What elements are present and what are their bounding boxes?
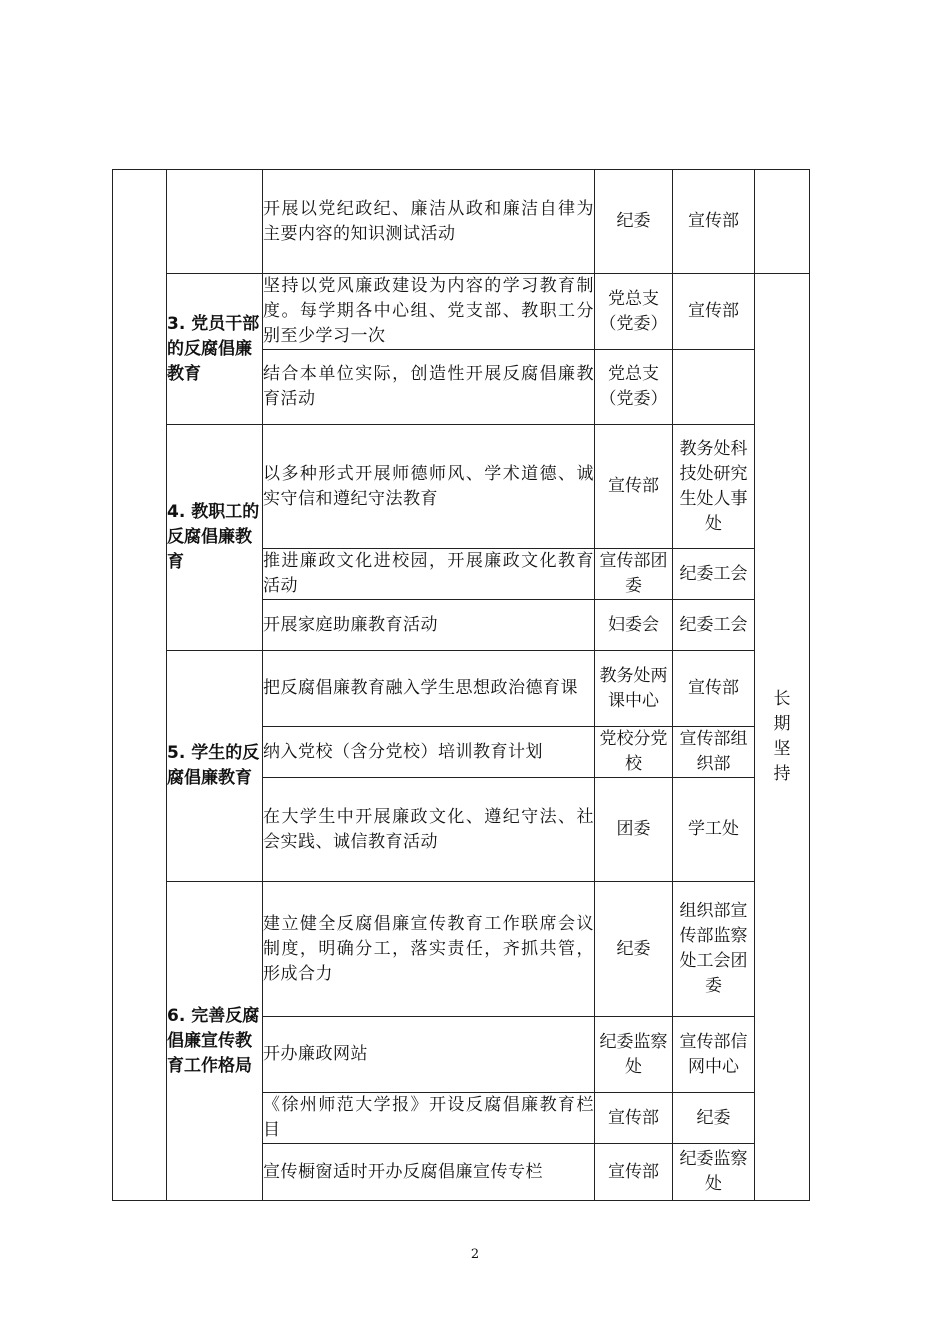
- category-cell: 3. 党员干部的反腐倡廉教育: [167, 274, 263, 425]
- table-row: [113, 274, 810, 350]
- category-cell: 6. 完善反腐倡廉宣传教育工作格局: [167, 882, 263, 1201]
- assist-unit-cell: 纪委监察处: [673, 1144, 755, 1201]
- category-cell: 4. 教职工的反腐倡廉教育: [167, 425, 263, 651]
- content-cell: 开办廉政网站: [263, 1017, 595, 1093]
- lead-unit-cell: 纪委: [595, 882, 673, 1017]
- assist-unit-cell: 宣传部: [673, 170, 755, 274]
- assist-unit-cell: 宣传部组织部: [673, 727, 755, 778]
- content-cell: 结合本单位实际，创造性开展反腐倡廉教育活动: [263, 350, 595, 425]
- lead-unit-cell: 党总支（党委）: [595, 350, 673, 425]
- period-cell-top: [755, 170, 810, 274]
- content-cell: 纳入党校（含分党校）培训教育计划: [263, 727, 595, 778]
- lead-unit-cell: 纪委: [595, 170, 673, 274]
- lead-unit-cell: 宣传部团委: [595, 549, 673, 600]
- assist-unit-cell: 宣传部信网中心: [673, 1017, 755, 1093]
- assist-unit-cell: 宣传部: [673, 651, 755, 727]
- content-cell: 开展家庭助廉教育活动: [263, 600, 595, 651]
- lead-unit-cell: 妇委会: [595, 600, 673, 651]
- lead-unit-cell: 宣传部: [595, 425, 673, 549]
- assist-unit-cell: [673, 350, 755, 425]
- assist-unit-cell: 教务处科技处研究生处人事处: [673, 425, 755, 549]
- lead-unit-cell: 纪委监察处: [595, 1017, 673, 1093]
- lead-unit-cell: 团委: [595, 778, 673, 882]
- content-cell: 推进廉政文化进校园，开展廉政文化教育活动: [263, 549, 595, 600]
- period-cell: [755, 274, 810, 1201]
- lead-unit-cell: 宣传部: [595, 1093, 673, 1144]
- first-column-cell: [113, 170, 167, 1201]
- assist-unit-cell: 组织部宣传部监察处工会团委: [673, 882, 755, 1017]
- assist-unit-cell: 学工处: [673, 778, 755, 882]
- lead-unit-cell: 教务处两课中心: [595, 651, 673, 727]
- work-plan-table: [112, 169, 810, 1201]
- content-cell: 开展以党纪政纪、廉洁从政和廉洁自律为主要内容的知识测试活动: [263, 170, 595, 274]
- lead-unit-cell: 宣传部: [595, 1144, 673, 1201]
- content-cell: 宣传橱窗适时开办反腐倡廉宣传专栏: [263, 1144, 595, 1201]
- category-cell: [167, 170, 263, 274]
- period-text: 长期坚持: [773, 689, 791, 784]
- category-cell: 5. 学生的反腐倡廉教育: [167, 651, 263, 882]
- page-number: 2: [470, 1247, 480, 1262]
- lead-unit-cell: 党总支（党委）: [595, 274, 673, 350]
- assist-unit-cell: 纪委工会: [673, 600, 755, 651]
- table-row: [113, 651, 810, 727]
- assist-unit-cell: 纪委: [673, 1093, 755, 1144]
- content-cell: 在大学生中开展廉政文化、遵纪守法、社会实践、诚信教育活动: [263, 778, 595, 882]
- content-cell: 把反腐倡廉教育融入学生思想政治德育课: [263, 651, 595, 727]
- lead-unit-cell: 党校分党校: [595, 727, 673, 778]
- table-row: [113, 425, 810, 549]
- table-row: [113, 170, 810, 274]
- assist-unit-cell: 纪委工会: [673, 549, 755, 600]
- content-cell: 《徐州师范大学报》开设反腐倡廉教育栏目: [263, 1093, 595, 1144]
- content-cell: 以多种形式开展师德师风、学术道德、诚实守信和遵纪守法教育: [263, 425, 595, 549]
- table-row: [113, 882, 810, 1017]
- content-cell: 建立健全反腐倡廉宣传教育工作联席会议制度，明确分工，落实责任，齐抓共管，形成合力: [263, 882, 595, 1017]
- assist-unit-cell: 宣传部: [673, 274, 755, 350]
- content-cell: 坚持以党风廉政建设为内容的学习教育制度。每学期各中心组、党支部、教职工分别至少学习一次: [263, 274, 595, 350]
